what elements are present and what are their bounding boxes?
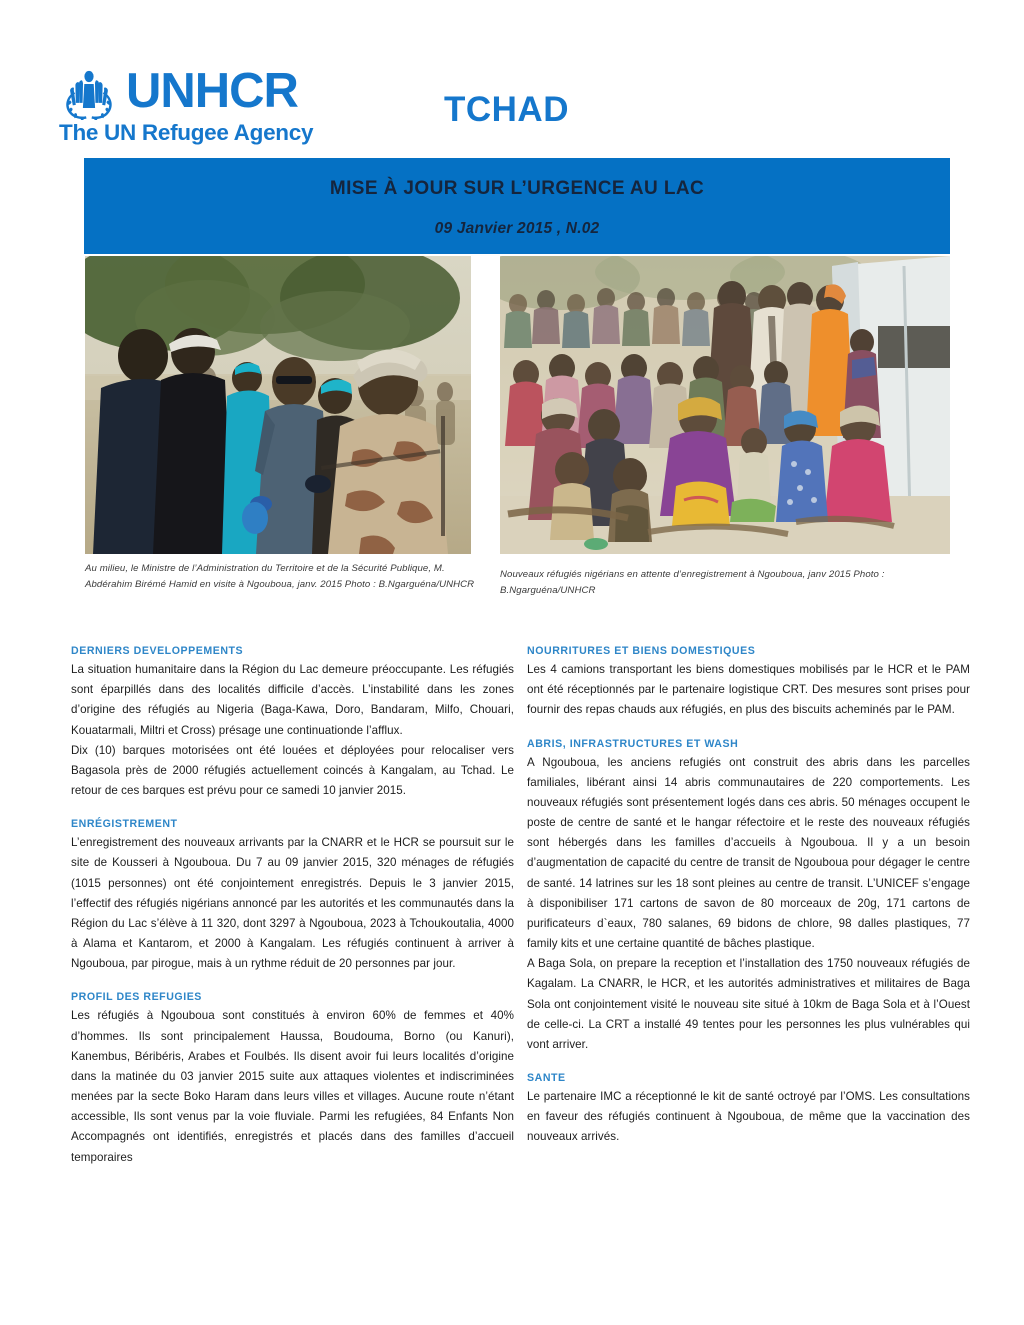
country-title: TCHAD: [444, 90, 569, 129]
caption-left: Au milieu, le Ministre de l’Administration du Territoire et de la Sécurité Publique, M. Abdérahim Birémé Hamid en visite à Ngouboua, janv. 2015 Photo : B.Ngarguéna/UNHCR: [85, 563, 475, 590]
caption-right: Nouveaux réfugiés nigérians en attente d’enregistrement à Ngouboua, janv 2015 Photo : B.Ngarguéna/UNHCR: [500, 569, 885, 596]
section-paragraph: Les réfugiés à Ngouboua sont constitués à environ 60% de femmes et 40% d’hommes. Ils sont principalement Haussa, Boudouma, Borno (ou Kanuri), Kanembus, Béribéris, Arabes et Foulbés. Ils disent avoir fui leurs localités d’origine dans la matinée du 03 janvier 2015 suite aux attaques violentes et indiscriminées menées par la secte Boko Haram dans leurs villes et villages. Aucune route n’étant accessible, Ils sont venus par la voie fluviale. Parmi les refugiées, 84 Enfants Non Accompagnés ont identifiés, enregistrés et placés dans des familles d’accueil temporaires: [71, 1009, 514, 1164]
right-column: [527, 645, 970, 1148]
page-header: [0, 0, 1024, 155]
section-heading-abris-infrastructures-et-wash: ABRIS, INFRASTRUCTURES ET WASH: [527, 737, 739, 750]
photo-refugees-registration-image: [500, 256, 950, 554]
section-heading-nourritures-et-biens-domestiques: NOURRITURES ET BIENS DOMESTIQUES: [527, 645, 756, 657]
section-paragraph: La situation humanitaire dans la Région du Lac demeure préoccupante. Les réfugiés sont éparpillés dans des localités difficile d’accès. L’instabilité dans les zones d’origine des réfugiés au Nigeria (Baga-Kawa, Doro, Bandaram, Milfo, Chouari, Kouatarmali, Miltri et Cross) présage une continuationde l’afflux.: [71, 663, 514, 737]
section-paragraph: Dix (10) barques motorisées ont été louées et déployées pour relocaliser vers Bagasola près de 2000 réfugiés actuellement coincés à Kangalam, au Tchad. Le retour de ces barques est prévu pour ce samedi 10 janvier 2015.: [71, 743, 514, 798]
banner-title: MISE À JOUR SUR L’URGENCE AU LAC: [329, 178, 705, 199]
unhcr-logo: [58, 62, 313, 145]
logo-row: [58, 62, 298, 120]
section-heading-sante: SANTE: [527, 1072, 566, 1085]
section-paragraph: A Ngouboua, les anciens refugiés ont construit des abris dans les parcelles familiales, libérant ainsi 14 abris communautaires de 220 comportements. Les nouveaux réfugiés sont présentement logés dans ces abris. 50 ménages occupent le poste de centre de santé et le hangar réfectoire et le reste des nouveaux réfugiés sont hébergés dans les familles d’accueils à Ngouboua. Il y a un besoin d’augmentation de capacité du centre de transit de Ngouboua pour dégager le centre de santé. 14 latrines sur les 18 sont pleines au centre de transit. L’UNICEF s’engage à disponibiliser 171 cartons de savon de 80 morceaux de 20g, 171 cartons de purificateurs d`eaux, 780 salanes, 69 bidons de chlore, 98 dalles plastiques, 77 family kits et une certaine quantité de bâches plastique.: [527, 755, 970, 951]
section-paragraph: Les 4 camions transportant les biens domestiques mobilisés par le HCR et le PAM ont été réceptionnés par le partenaire logistique CRT. Des mesures sont prises pour fournir des repas chauds aux réfugiés, en plus des biscuits acheminés par le PAM.: [527, 663, 970, 717]
photo-refugees-registration: [500, 256, 950, 554]
banner-date: 09 Janvier 2015 , N.02: [434, 220, 600, 237]
section-paragraph: L’enregistrement des nouveaux arrivants par la CNARR et le HCR se poursuit sur le site de Kousseri à Ngouboua. Du 7 au 09 janvier 2015, 320 ménages de réfugiés (1015 personnes) ont été conjointement enregistrés. Depuis le 3 janvier 2015, l’effectif des réfugiés nigérians annoncé par les autorités et les communautés dans la Région du Lac s’élève à 11 320, dont 3297 à Ngouboua, 2023 à Tchoukoutalia, 4000 à Alama et Kantarom, et 2000 à Kangalam. Les réfugiés continuent à arriver à Ngouboua, par pirogue, mais à un rythme réduit de 20 personnes par jour.: [71, 836, 514, 971]
unhcr-emblem-icon: [58, 62, 120, 120]
unhcr-wordmark: UNHCR: [126, 63, 298, 118]
section-paragraph: Le partenaire IMC a réceptionné le kit de santé octroyé par l’OMS. Les consultations en faveur des réfugiés continuent à Ngouboua, de même que la vaccination des nouveaux arrivés.: [527, 1090, 970, 1144]
section-paragraph: A Baga Sola, on prepare la reception et l’installation des 1750 nouveaux réfugiés de Kagalam. La CNARR, le HCR, et les autorités administratives et militaires de Baga Sola ont conjointement visité le nouveau site situé à 10km de Baga Sola et à l’Ouest de celle-ci. La CRT a installé 49 tentes pour les personnes les plus vulnérables qui vont arriver.: [527, 957, 970, 1051]
section-heading-derniers-developpements: DERNIERS DEVELOPPEMENTS: [71, 645, 244, 657]
section-heading-profil-des-refugies: PROFIL DES REFUGIES: [71, 991, 202, 1004]
section-heading-enregistrement: ENRÉGISTREMENT: [71, 818, 178, 831]
unhcr-tagline: The UN Refugee Agency: [59, 120, 314, 145]
left-column: [71, 645, 514, 1168]
photo-minister-visit-image: [85, 256, 471, 554]
title-banner: [84, 158, 950, 254]
photo-minister-visit: [85, 256, 471, 554]
